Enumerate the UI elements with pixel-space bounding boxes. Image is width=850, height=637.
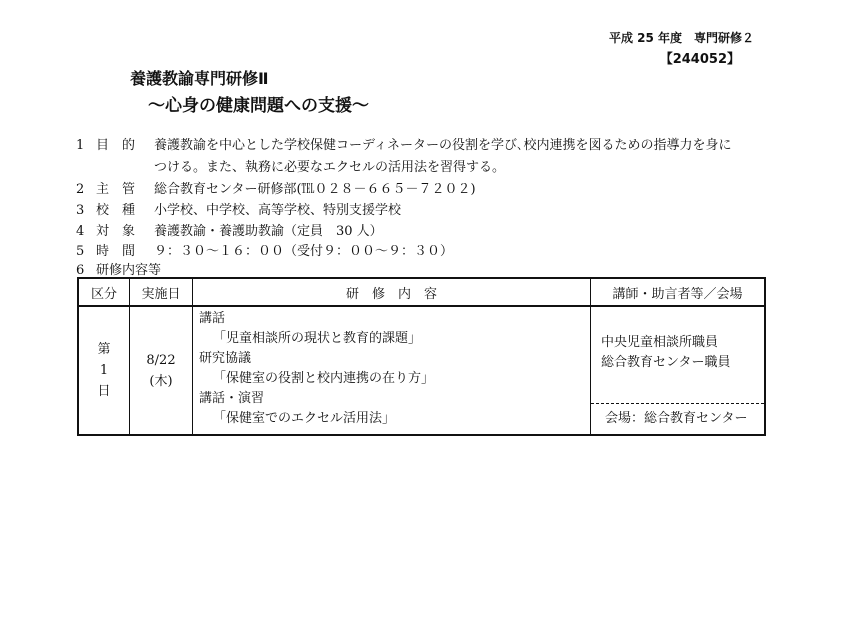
- course-title: 養護教諭専門研修Ⅱ: [130, 69, 269, 88]
- content-line: 「保健室の役割と校内連携の在り方」: [213, 371, 435, 386]
- item-label: 時 間: [96, 244, 136, 259]
- date-weekday: (木): [149, 373, 173, 389]
- item-label: 研修内容等: [96, 263, 162, 278]
- content-line: 講話: [199, 311, 226, 326]
- item-purpose-continued: つける。また、執務に必要なエクセルの活用法を習得する。: [154, 160, 506, 175]
- content-line: 講話・演習: [199, 391, 265, 406]
- item-text: 養護教諭・養護助教諭（定員 30 人）: [154, 224, 383, 239]
- instructor-name: 総合教育センター職員: [601, 355, 731, 370]
- course-subtitle: ～心身の健康問題への支援～: [148, 96, 369, 116]
- item-school-type: [76, 199, 401, 218]
- item-number: 6: [76, 263, 85, 278]
- header-content: 研 修 内 容: [193, 278, 591, 306]
- venue: 会場：総合教育センター: [591, 403, 764, 434]
- day-cell: [78, 306, 130, 435]
- item-label: 校 種: [96, 203, 136, 218]
- schedule-table: [77, 277, 766, 436]
- instructors-cell: [591, 306, 766, 435]
- instructor-name: 中央児童相談所職員: [601, 335, 719, 350]
- header-instructors: 講師・助言者等／会場: [591, 278, 766, 306]
- item-label: 目 的: [96, 138, 136, 153]
- date-value: 8/22: [146, 352, 176, 368]
- item-label: 対 象: [96, 224, 136, 239]
- content-line: 研究協議: [199, 351, 252, 366]
- item-content-heading: [76, 259, 161, 278]
- content-line: 「児童相談所の現状と教育的課題」: [213, 331, 422, 346]
- item-number: 4: [76, 224, 85, 239]
- item-number: 2: [76, 182, 85, 197]
- item-label: 主 管: [96, 182, 136, 197]
- item-time: [76, 240, 453, 259]
- item-target: [76, 220, 383, 239]
- header-category: 区分: [78, 278, 130, 306]
- item-text: ９：３０～１６：００（受付９：００～９：３０）: [154, 244, 454, 259]
- item-text: 小学校、中学校、高等学校、特別支援学校: [154, 203, 402, 218]
- table-header-row: [78, 278, 765, 306]
- item-text: 養護教諭を中心とした学校保健コーディネーターの役割を学び､校内連携を図るための指導力を身に: [154, 138, 732, 153]
- item-number: 3: [76, 203, 85, 218]
- item-purpose: [76, 134, 731, 153]
- item-number: 5: [76, 244, 85, 259]
- day-char: 1: [99, 363, 109, 378]
- day-char: 第: [97, 342, 111, 357]
- item-organizer: [76, 178, 476, 197]
- header-date: 実施日: [130, 278, 193, 306]
- fiscal-year-label: 平成 25 年度 専門研修２: [608, 31, 754, 45]
- instructor-list: [591, 307, 764, 403]
- content-line: 「保健室でのエクセル活用法」: [213, 411, 396, 426]
- course-code: 【244052】: [659, 52, 740, 67]
- item-number: 1: [76, 138, 85, 153]
- table-row: [78, 306, 765, 435]
- content-cell: [193, 306, 591, 435]
- date-cell: [130, 306, 193, 435]
- day-char: 日: [97, 384, 111, 399]
- item-text: 総合教育センター研修部(℡０２８－６６５－７２０２): [154, 182, 476, 197]
